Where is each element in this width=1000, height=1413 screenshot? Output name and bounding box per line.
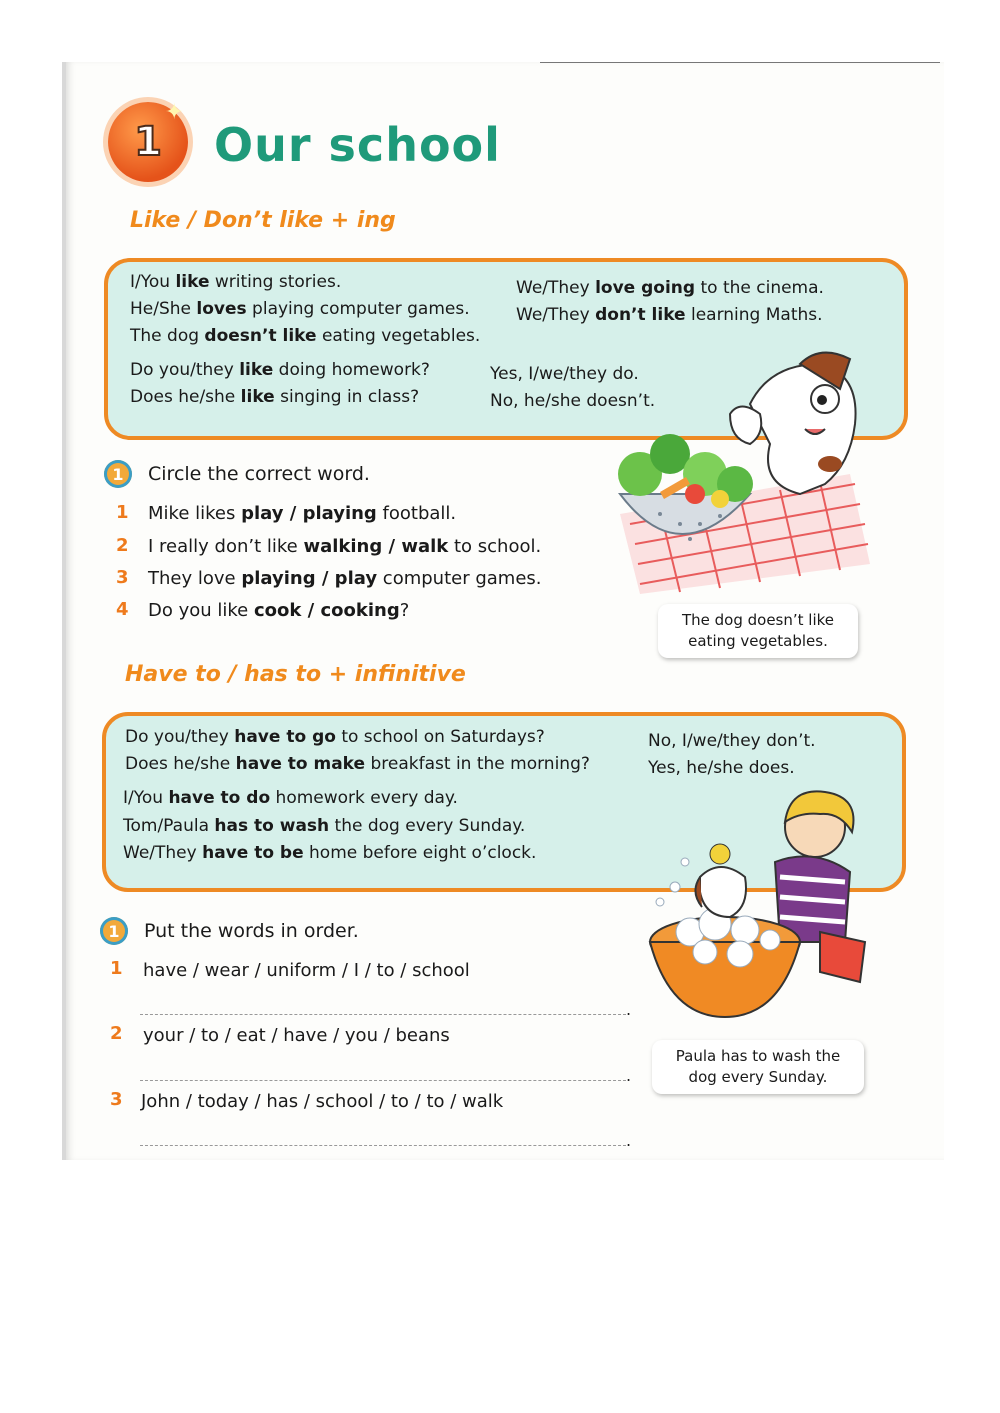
item-number: 2 xyxy=(110,1023,123,1044)
grammar-answer: No, I/we/they don’t. xyxy=(648,731,816,751)
exercise-title-order: Put the words in order. xyxy=(144,920,359,942)
grammar-answer: No, he/she doesn’t. xyxy=(490,391,656,411)
word-order-item: have / wear / uniform / I / to / school xyxy=(143,960,470,981)
answer-line[interactable] xyxy=(140,1080,626,1081)
grammar-line: We/They love going to the cinema. xyxy=(516,278,824,298)
item-number: 2 xyxy=(116,535,129,556)
sparkle-icon: ✦ xyxy=(165,100,184,125)
section-heading-like: Like / Don’t like + ing xyxy=(130,208,396,233)
exercise-title-circle: Circle the correct word. xyxy=(148,463,370,485)
grammar-line: We/They have to be home before eight o’clock. xyxy=(123,843,537,863)
exercise-number-icon: 1 xyxy=(104,460,132,488)
exercise-item: They love playing / play computer games. xyxy=(148,568,542,589)
exercise-item: Mike likes play / playing football. xyxy=(148,503,457,524)
answer-line[interactable] xyxy=(140,1014,626,1015)
full-stop: . xyxy=(626,1066,632,1085)
grammar-answer: Yes, I/we/they do. xyxy=(490,364,639,384)
grammar-line: Tom/Paula has to wash the dog every Sunday. xyxy=(123,816,526,836)
item-number: 1 xyxy=(116,502,129,523)
caption-dog: The dog doesn’t like eating vegetables. xyxy=(658,604,858,658)
answer-choice[interactable]: play / playing xyxy=(241,503,377,524)
exercise-number-icon: 1 xyxy=(100,917,128,945)
item-number: 4 xyxy=(116,599,129,620)
grammar-line: I/You have to do homework every day. xyxy=(123,788,458,808)
answer-choice[interactable]: walking / walk xyxy=(303,536,449,557)
grammar-line: The dog doesn’t like eating vegetables. xyxy=(130,326,481,346)
dog-vegetables-illustration xyxy=(600,344,880,594)
item-number: 1 xyxy=(110,958,123,979)
full-stop: . xyxy=(626,1000,632,1019)
page-title: Our school xyxy=(214,118,501,172)
grammar-question: Does he/she have to make breakfast in the morning? xyxy=(125,754,590,774)
section-heading-have-to: Have to / has to + infinitive xyxy=(125,662,466,687)
answer-choice[interactable]: playing / play xyxy=(241,568,378,589)
grammar-line: I/You like writing stories. xyxy=(130,272,342,292)
word-order-item: John / today / has / school / to / to / walk xyxy=(141,1091,504,1112)
word-order-item: your / to / eat / have / you / beans xyxy=(143,1025,450,1046)
grammar-question: Do you/they like doing homework? xyxy=(130,360,430,380)
grammar-line: We/They don’t like learning Maths. xyxy=(516,305,823,325)
exercise-item: Do you like cook / cooking? xyxy=(148,600,410,621)
grammar-line: He/She loves playing computer games. xyxy=(130,299,470,319)
item-number: 3 xyxy=(116,567,129,588)
girl-washing-dog-illustration xyxy=(630,782,880,1022)
answer-line[interactable] xyxy=(140,1145,626,1146)
answer-choice[interactable]: cook / cooking xyxy=(253,600,400,621)
grammar-question: Does he/she like singing in class? xyxy=(130,387,420,407)
grammar-question: Do you/they have to go to school on Saturdays? xyxy=(125,727,545,747)
exercise-item: I really don’t like walking / walk to school. xyxy=(148,536,542,557)
full-stop: . xyxy=(626,1131,632,1150)
top-rule xyxy=(540,62,940,63)
caption-paula: Paula has to wash the dog every Sunday. xyxy=(652,1040,864,1094)
item-number: 3 xyxy=(110,1089,123,1110)
unit-number: 1 xyxy=(134,119,162,165)
grammar-answer: Yes, he/she does. xyxy=(648,758,795,778)
